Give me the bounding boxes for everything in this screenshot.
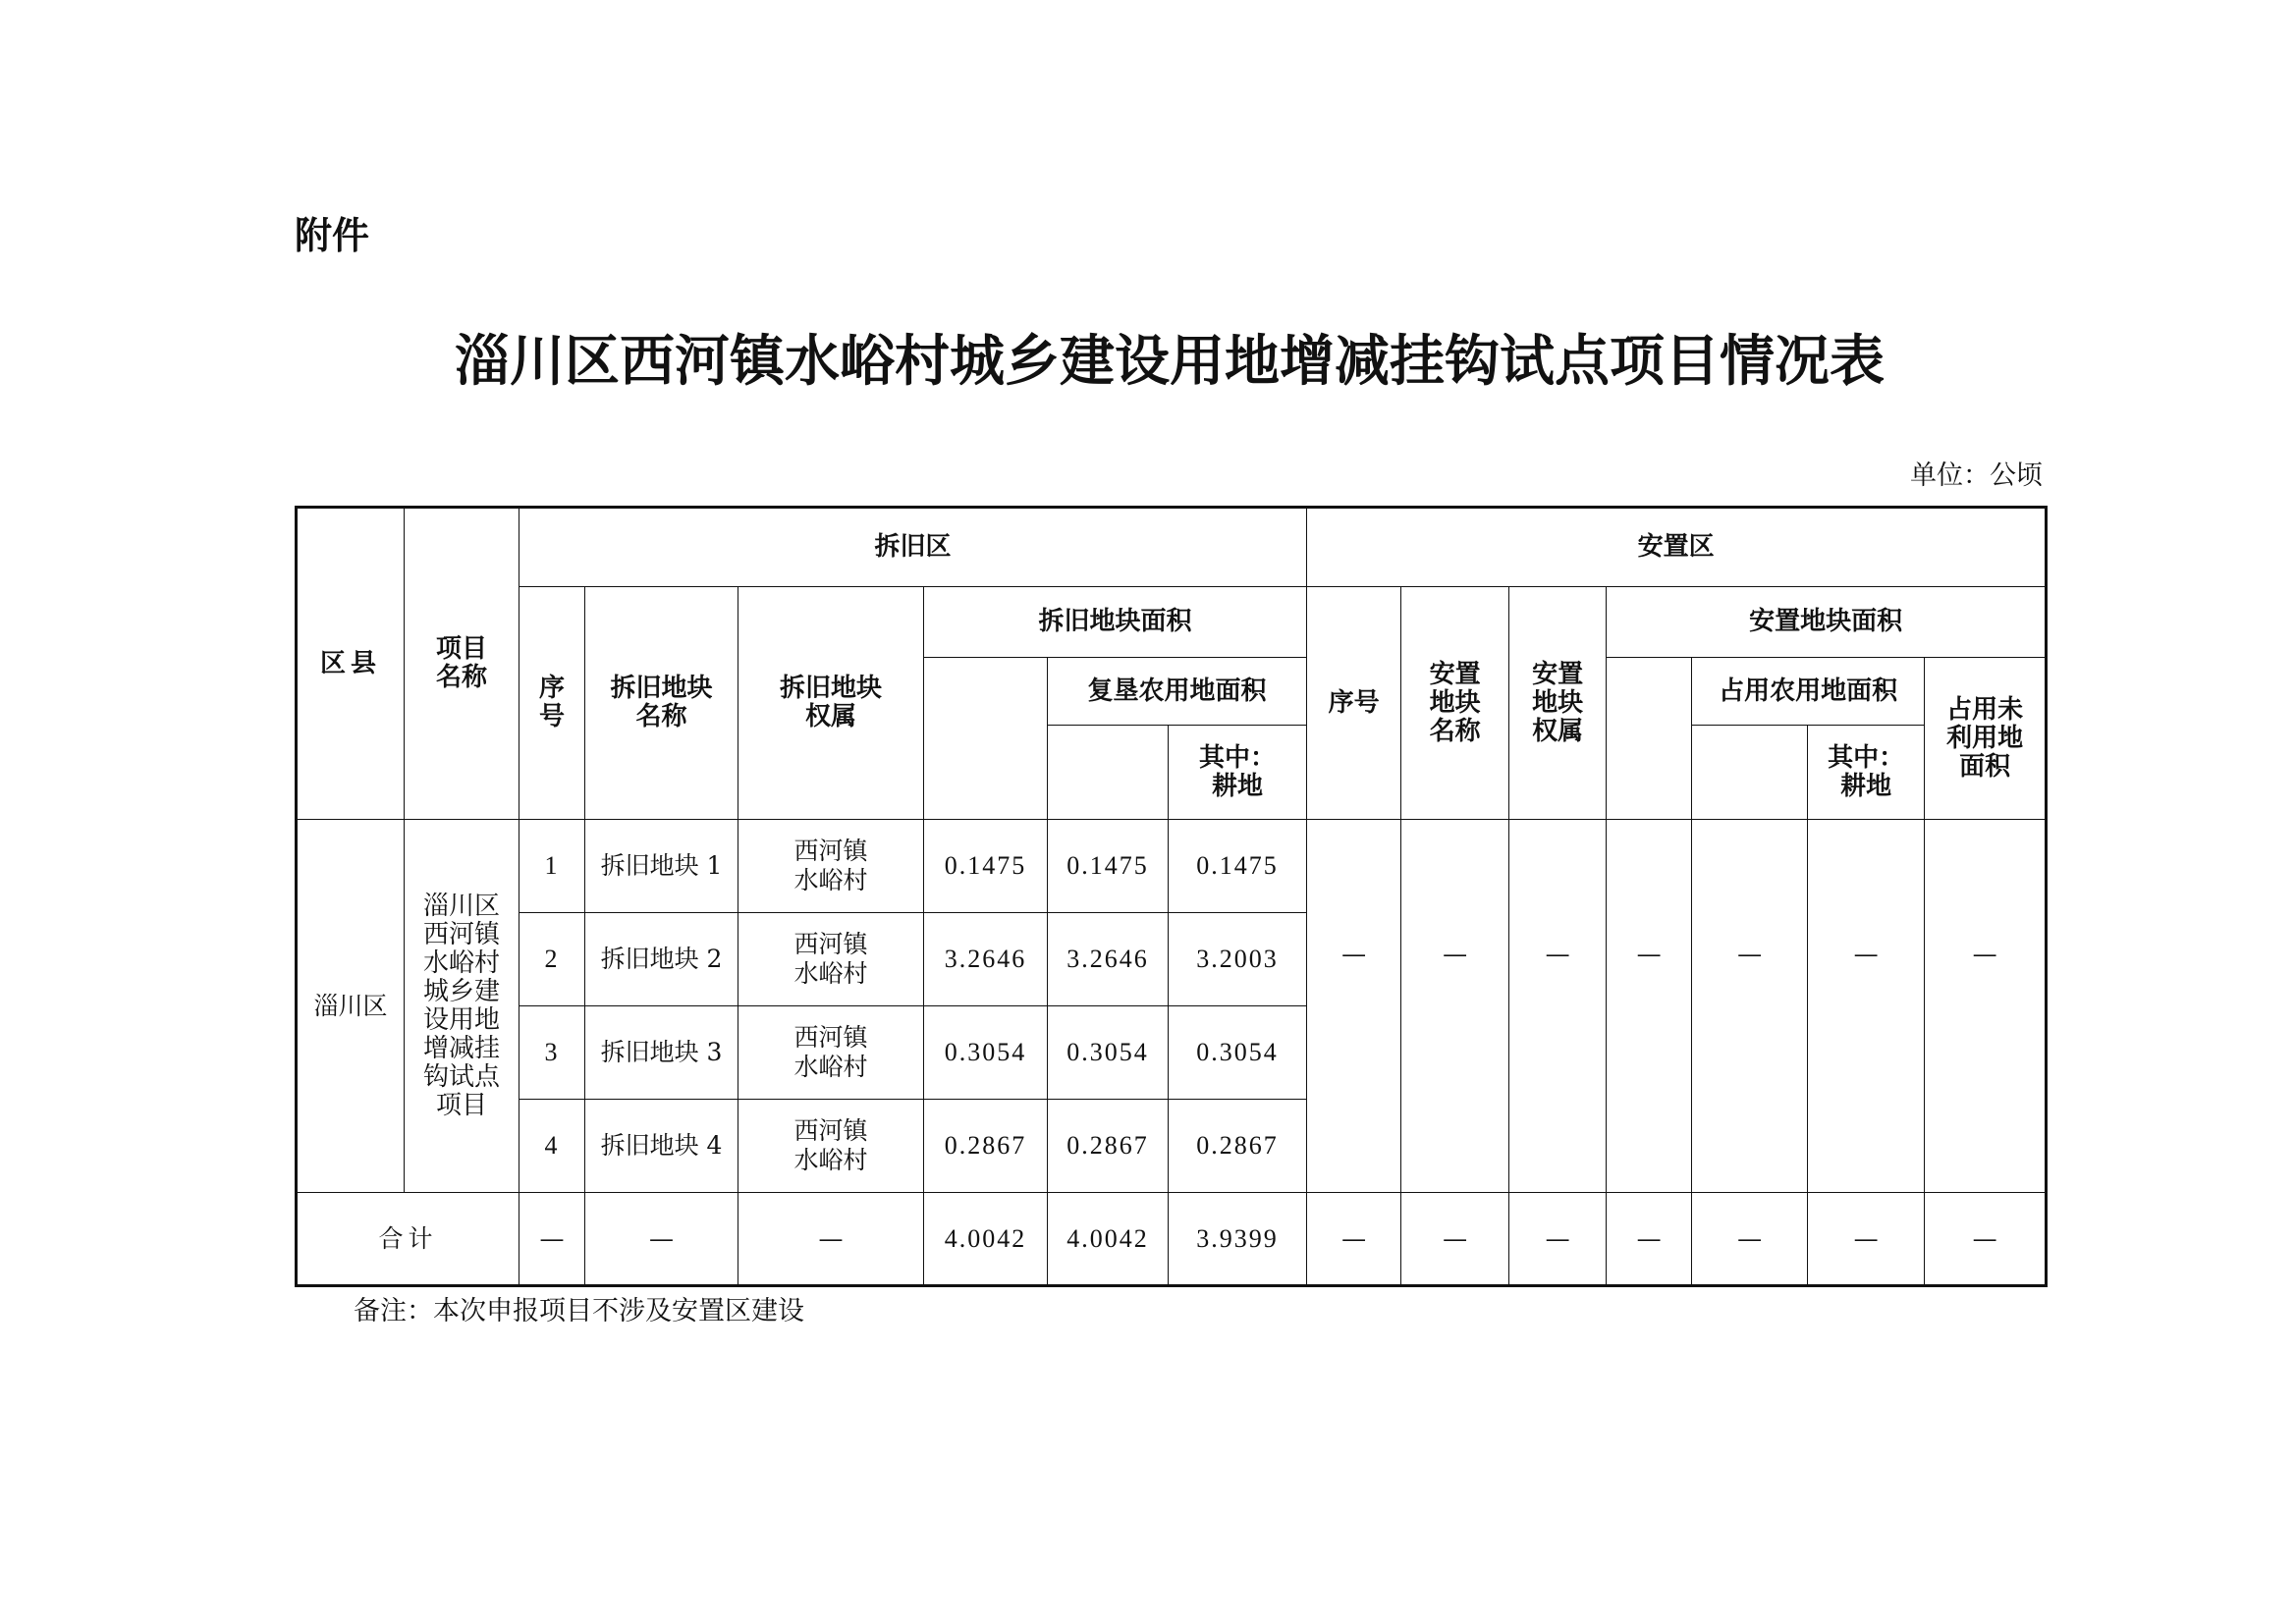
header-line: 地块 [1532,687,1584,718]
header-line: 耕地 [1212,771,1264,801]
cell-total-resettlement-plot-area: — [1607,1193,1692,1286]
header-occupied-farmland-subtotal [1692,726,1808,820]
cell-total-occupied-farmland-area: — [1692,1193,1808,1286]
header-reclaimed-farmland-area: 复垦农用地面积 [1048,658,1307,726]
cell-plot-ownership [738,1100,924,1193]
header-line: 面积 [1959,751,2011,782]
cell-plot-ownership [738,1006,924,1100]
header-row-2 [297,587,2047,658]
cell-reclaimed-farmland-area: 3.2646 [1048,913,1169,1006]
cell-total-seq: — [519,1193,585,1286]
unit-label: 单位：公顷 [1910,460,2043,491]
cell-plot-name: 拆旧地块 1 [585,820,738,913]
header-occupied-unused-land-area [1925,658,2047,820]
header-line: 名称 [1429,716,1481,746]
cell-seq: 3 [519,1006,585,1100]
header-resettlement-seq: 序号 [1307,587,1401,820]
project-table [295,506,2048,1287]
cell-line: 西河镇 [793,837,868,865]
header-line: 权属 [804,702,856,731]
cell-plot-name: 拆旧地块 3 [585,1006,738,1100]
cell-line: 水峪村 [793,1146,868,1174]
header-line: 项目 [435,634,487,664]
cell-total-plot-area: 4.0042 [924,1193,1048,1286]
header-demolition-plot-area-total [924,658,1048,820]
header-demolition-plot-name [585,587,738,820]
cell-resettlement-plot-name: — [1401,820,1509,1193]
cell-reclaimed-farmland-area: 0.1475 [1048,820,1169,913]
footnote: 备注：本次申报项目不涉及安置区建设 [354,1296,804,1326]
header-line: 安置 [1429,659,1481,689]
header-demolition-plot-ownership [738,587,924,820]
header-project-name [405,508,519,820]
cell-occupied-farmland-area: — [1692,820,1808,1193]
cell-line: 增减挂 [422,1033,500,1063]
header-resettlement-plot-name [1401,587,1509,820]
cell-cultivated-area: 0.3054 [1169,1006,1307,1100]
header-resettlement-plot-ownership [1509,587,1607,820]
header-demolition-zone: 拆旧区 [519,508,1307,587]
cell-resettlement-plot-ownership: — [1509,820,1607,1193]
cell-line: 西河镇 [793,1023,868,1052]
cell-project-name [405,820,519,1193]
header-line: 号 [538,702,565,731]
header-line: 拆旧地块 [779,674,882,703]
header-line: 名称 [435,663,487,692]
cell-total-label: 合计 [297,1193,519,1286]
cell-cultivated-area: 0.1475 [1169,820,1307,913]
cell-plot-name: 拆旧地块 4 [585,1100,738,1193]
cell-line: 西河镇 [793,1116,868,1145]
cell-line: 淄川区 [422,891,500,921]
header-line: 区县 [319,648,381,678]
header-line: 利用地 [1946,723,2024,753]
header-resettlement-plot-area-total [1607,658,1692,820]
cell-cultivated-area: 0.2867 [1169,1100,1307,1193]
header-county [297,508,405,820]
cell-seq: 4 [519,1100,585,1193]
header-row-1 [297,508,2047,587]
cell-plot-area: 3.2646 [924,913,1048,1006]
document-title: 淄川区西河镇水峪村城乡建设用地增减挂钩试点项目情况表 [455,329,1885,394]
header-line: 权属 [1532,716,1584,746]
cell-plot-area: 0.1475 [924,820,1048,913]
header-line: 占用未 [1946,694,2024,725]
cell-total-resettlement-plot-ownership: — [1509,1193,1607,1286]
cell-plot-name: 拆旧地块 2 [585,913,738,1006]
header-resettlement-zone: 安置区 [1307,508,2047,587]
header-demolition-cultivated [1169,726,1307,820]
cell-seq: 1 [519,820,585,913]
header-line: 其中： [1828,742,1905,773]
cell-total-occupied-unused-land-area: — [1925,1193,2047,1286]
header-resettlement-plot-area: 安置地块面积 [1607,587,2047,658]
cell-plot-ownership [738,913,924,1006]
cell-line: 水峪村 [793,959,868,988]
cell-reclaimed-farmland-area: 0.3054 [1048,1006,1169,1100]
cell-line: 水峪村 [422,947,500,978]
cell-total-cultivated-area: 3.9399 [1169,1193,1307,1286]
cell-total-reclaimed-farmland-area: 4.0042 [1048,1193,1169,1286]
header-line: 其中： [1199,742,1277,773]
cell-resettlement-seq: — [1307,820,1401,1193]
header-reclaimed-farmland-subtotal [1048,726,1169,820]
header-line: 耕地 [1840,771,1892,801]
header-line: 名称 [635,702,687,731]
cell-resettlement-cultivated-area: — [1808,820,1925,1193]
header-demolition-plot-area: 拆旧地块面积 [924,587,1307,658]
table-row [297,820,2047,913]
header-line: 拆旧地块 [610,674,713,703]
cell-county: 淄川区 [297,820,405,1193]
cell-resettlement-plot-area: — [1607,820,1692,1193]
cell-plot-area: 0.3054 [924,1006,1048,1100]
cell-line: 西河镇 [422,919,500,949]
cell-total-plot-name: — [585,1193,738,1286]
cell-plot-area: 0.2867 [924,1100,1048,1193]
cell-seq: 2 [519,913,585,1006]
header-line: 地块 [1429,687,1481,718]
attachment-label: 附件 [295,214,370,257]
cell-line: 水峪村 [793,866,868,894]
cell-total-resettlement-plot-name: — [1401,1193,1509,1286]
cell-line: 设用地 [422,1004,500,1035]
header-line: 安置 [1532,659,1584,689]
header-line: 序 [538,674,565,703]
cell-line: 水峪村 [793,1053,868,1081]
cell-reclaimed-farmland-area: 0.2867 [1048,1100,1169,1193]
header-occupied-farmland-area: 占用农用地面积 [1692,658,1925,726]
cell-line: 项目 [435,1090,487,1120]
cell-line: 钩试点 [422,1061,500,1092]
cell-total-resettlement-seq: — [1307,1193,1401,1286]
header-resettlement-cultivated [1808,726,1925,820]
cell-total-resettlement-cultivated-area: — [1808,1193,1925,1286]
cell-cultivated-area: 3.2003 [1169,913,1307,1006]
cell-plot-ownership [738,820,924,913]
cell-line: 西河镇 [793,930,868,958]
cell-occupied-unused-land-area: — [1925,820,2047,1193]
cell-line: 城乡建 [422,976,500,1006]
header-demolition-seq [519,587,585,820]
cell-total-plot-ownership: — [738,1193,924,1286]
total-row [297,1193,2047,1286]
